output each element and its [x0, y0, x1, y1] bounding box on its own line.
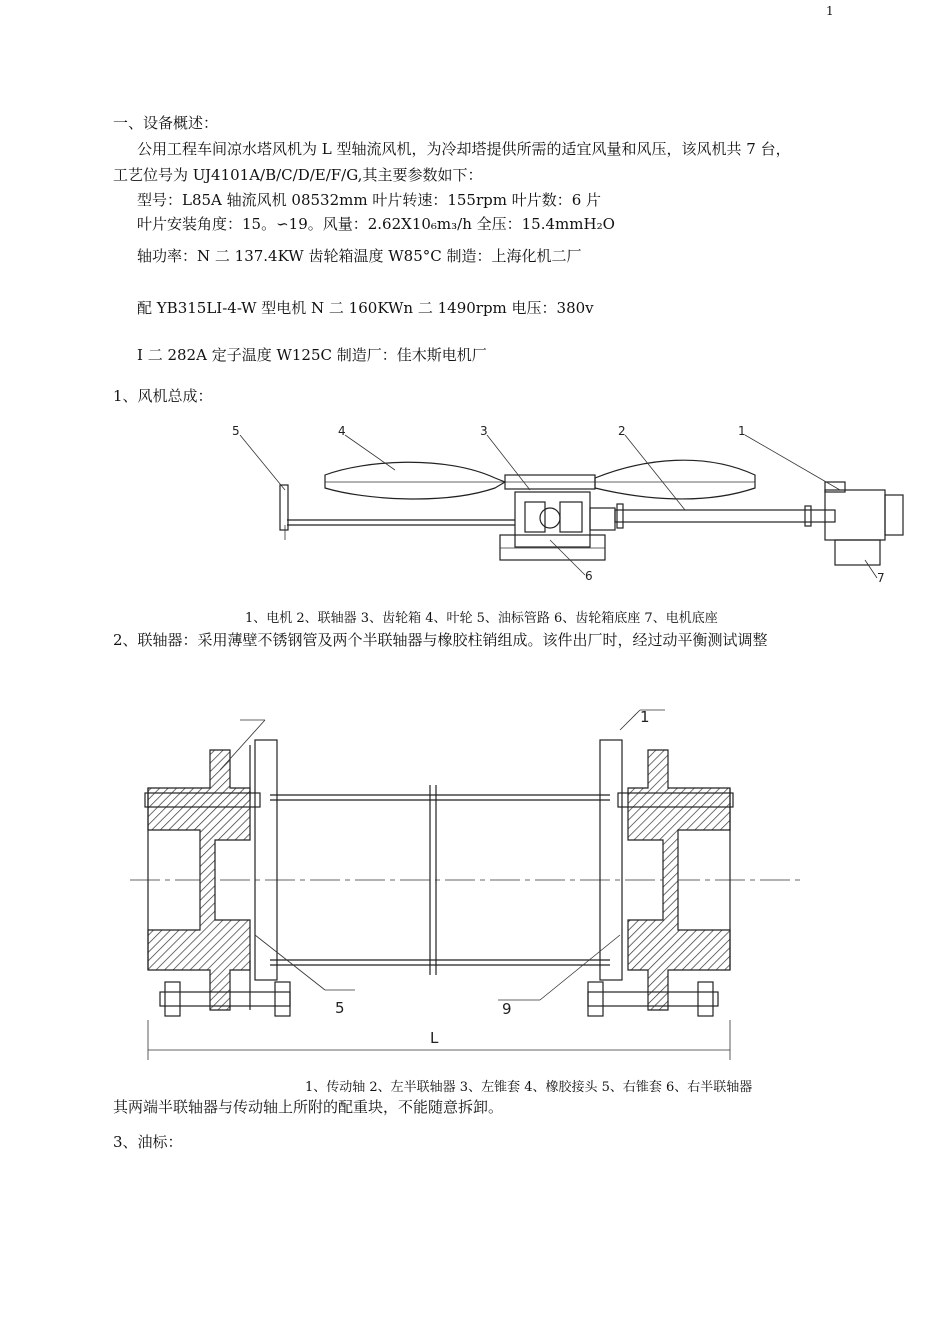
param-line: 配 YB315LⅠ-4-W 型电机 N 二 160KWn 二 1490rpm 电压：380v [137, 299, 594, 317]
coupling-dimension-L: L [430, 1029, 439, 1047]
paragraph-line: 2、联轴器：采用薄壁不锈钢管及两个半联轴器与橡胶柱销组成。该件出厂时，经过动平衡测试调整 [113, 631, 768, 649]
param-line: 轴功率：N 二 137.4KW 齿轮箱温度 W85°C 制造：上海化机二厂 [137, 247, 582, 265]
fan-assembly-figure [225, 420, 925, 600]
param-line: 叶片安装角度：15。∽19。风量：2.62X10₆m₃/h 全压：15.4mmH₂O [137, 215, 615, 233]
page-number: 1 [826, 4, 834, 18]
param-line: 型号：L85A 轴流风机 08532mm 叶片转速：155rpm 叶片数：6 片 [137, 191, 602, 209]
paragraph-line: 工艺位号为 UJ4101A/B/C/D/E/F/G,其主要参数如下： [113, 166, 483, 184]
subsection-heading: 3、油标： [113, 1133, 183, 1151]
fan-label-3: 3 [480, 424, 488, 438]
paragraph-line: 公用工程车间凉水塔风机为 L 型轴流风机，为冷却塔提供所需的适宜风量和风压，该风机共 7 台， [137, 140, 791, 158]
coupling-label-9: 9 [502, 1000, 512, 1018]
fan-figure-caption: 1、电机 2、联轴器 3、齿轮箱 4、叶轮 5、油标管路 6、齿轮箱底座 7、电机底座 [245, 611, 718, 626]
fan-label-7: 7 [877, 571, 885, 585]
param-line: I 二 282A 定子温度 W125C 制造厂：佳木斯电机厂 [137, 346, 487, 364]
paragraph-line: 其两端半联轴器与传动轴上所附的配重块，不能随意拆卸。 [113, 1098, 504, 1116]
fan-label-2: 2 [618, 424, 626, 438]
coupling-label-1: 1 [640, 708, 650, 726]
section-heading: 一、设备概述： [113, 114, 219, 132]
coupling-label-5: 5 [335, 999, 345, 1017]
fan-label-4: 4 [338, 424, 346, 438]
fan-label-1: 1 [738, 424, 746, 438]
fan-label-5: 5 [232, 424, 240, 438]
subsection-heading: 1、风机总成： [113, 387, 213, 405]
coupling-figure-caption: 1、传动轴 2、左半联轴器 3、左锥套 4、橡胶接头 5、右锥套 6、右半联轴器 [305, 1080, 753, 1095]
fan-label-6: 6 [585, 569, 593, 583]
